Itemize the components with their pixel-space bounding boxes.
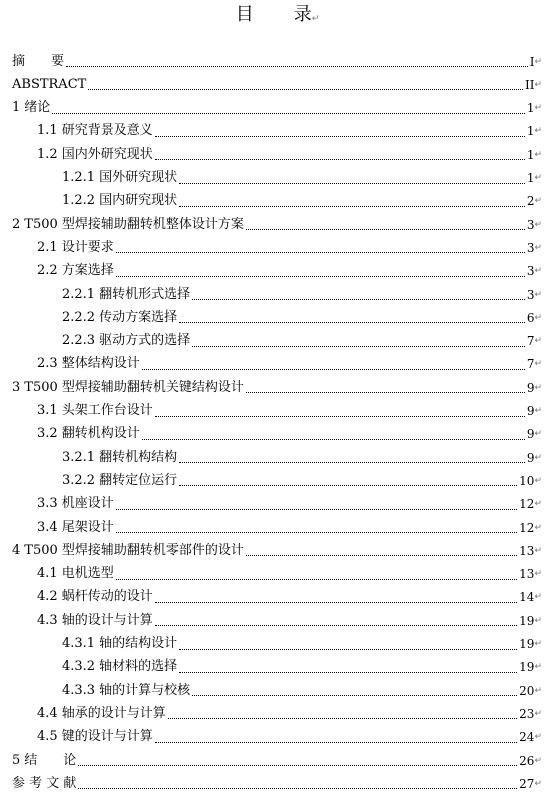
toc-entry-label	[62, 310, 177, 326]
dot-leader	[179, 485, 517, 486]
toc-entry[interactable]	[12, 446, 542, 469]
toc-entry-number: 2.1	[37, 239, 58, 255]
toc-entry-page-number: 19	[519, 613, 535, 628]
paragraph-mark-icon: ↵	[534, 639, 542, 649]
paragraph-mark-icon: ↵	[534, 196, 542, 207]
toc-entry-label	[12, 77, 86, 93]
dot-leader	[155, 742, 517, 743]
toc-entry-page-number: 13	[519, 567, 535, 582]
toc-entry-label	[37, 520, 114, 536]
toc-entry-page-number: 19	[519, 637, 535, 651]
paragraph-mark-icon: ↵	[534, 778, 542, 789]
toc-entry[interactable]	[12, 283, 542, 306]
toc-entry-label	[62, 193, 177, 209]
toc-entry-number: 3.2.2	[62, 472, 96, 488]
toc-entry[interactable]	[12, 190, 542, 213]
toc-entry-title: 设计要求	[61, 239, 114, 255]
toc-entry-label	[37, 403, 153, 419]
toc-entry-title: 翻转机构设计	[61, 426, 140, 442]
toc-entry[interactable]	[12, 400, 542, 423]
toc-entry[interactable]	[12, 236, 542, 259]
toc-entry-label	[37, 729, 153, 745]
toc-entry-page-number: 20	[519, 683, 535, 698]
toc-entry-page-number: 3	[526, 264, 535, 279]
toc-entry-label	[62, 287, 190, 303]
toc-entry-title: 国外研究现状	[99, 170, 178, 185]
toc-entry[interactable]	[12, 143, 542, 166]
toc-entry-label	[37, 566, 114, 582]
paragraph-mark-icon: ↵	[534, 522, 542, 533]
toc-entry-title: 摘 要	[12, 53, 65, 69]
toc-entry-label	[62, 659, 177, 675]
toc-entry-number: 1.1	[37, 123, 58, 139]
toc-entry-page-number: 26	[519, 753, 535, 768]
toc-entry-label	[37, 613, 153, 629]
toc-entry-title: T500 型焊接辅助翻转机零部件的设计	[24, 542, 244, 558]
paragraph-mark-icon: ↵	[534, 382, 542, 393]
toc-entry-label	[12, 217, 244, 233]
paragraph-mark-icon: ↵	[534, 662, 542, 673]
toc-entry[interactable]	[12, 97, 542, 120]
dot-leader	[155, 159, 525, 160]
toc-entry-number: 4.2	[37, 589, 58, 605]
toc-entry[interactable]	[12, 493, 542, 516]
dot-leader	[116, 509, 517, 510]
paragraph-mark-icon: ↵	[534, 312, 542, 323]
paragraph-mark-icon: ↵	[534, 615, 542, 626]
toc-entry[interactable]	[12, 260, 542, 283]
paragraph-mark-icon: ↵	[534, 289, 542, 300]
toc-entry-page-number: 27	[519, 776, 535, 791]
toc-entry-label	[37, 356, 140, 372]
paragraph-mark-icon: ↵	[534, 708, 542, 719]
toc-entry-title: 尾架设计	[61, 519, 114, 535]
paragraph-mark-icon: ↵	[534, 103, 542, 114]
toc-entry-label	[62, 683, 190, 699]
toc-entry-title: 轴材料的选择	[99, 659, 178, 675]
toc-entry-title: 电机选型	[61, 566, 114, 582]
toc-entry-number: 5	[12, 752, 21, 768]
toc-entry-label	[62, 170, 177, 186]
dot-leader	[192, 299, 525, 300]
toc-entry-page-number: 1	[526, 101, 535, 116]
toc-entry[interactable]	[12, 213, 542, 236]
toc-entry-title: 传动方案选择	[99, 309, 178, 325]
toc-entry-title: T500 型焊接辅助翻转机关键结构设计	[24, 379, 244, 395]
toc-entry-label	[62, 333, 190, 349]
paragraph-mark-icon: ↵	[534, 79, 542, 90]
toc-entry-title: 研究背景及意义	[61, 123, 153, 139]
toc-entry-page-number: 10	[519, 473, 535, 488]
toc-entry-page-number: 1	[526, 171, 535, 185]
paragraph-mark-icon: ↵	[534, 685, 542, 696]
toc-entry-page-number: 2	[526, 194, 535, 209]
toc-entry-page-number: 7	[526, 334, 535, 349]
toc-entry-label	[12, 54, 64, 70]
toc-entry[interactable]	[12, 50, 542, 73]
paragraph-mark-icon: ↵	[534, 126, 542, 137]
paragraph-mark-icon: ↵	[534, 569, 542, 580]
paragraph-mark-icon: ↵	[534, 266, 542, 277]
toc-entry-label	[37, 706, 166, 722]
toc-entry-number: 1	[12, 100, 21, 116]
toc-entry[interactable]	[12, 330, 542, 353]
dot-leader	[168, 718, 517, 719]
paragraph-mark-icon: ↵	[311, 14, 320, 24]
paragraph-mark-icon: ↵	[534, 219, 542, 230]
toc-entry-number: 2.2	[37, 263, 58, 279]
toc-entry[interactable]	[12, 120, 542, 143]
toc-entry-label	[37, 123, 153, 139]
toc-entry-label	[12, 543, 244, 559]
dot-leader	[179, 322, 525, 323]
toc-entry-title: 翻转机构结构	[99, 449, 178, 465]
toc-entry-title: T500 型焊接辅助翻转机整体设计方案	[24, 216, 244, 232]
toc-entry-page-number: 19	[519, 660, 535, 675]
dot-leader	[116, 252, 525, 253]
toc-entry-label	[37, 263, 114, 279]
toc-entry-title: 键的设计与计算	[61, 729, 153, 745]
dot-leader	[246, 392, 525, 393]
toc-entry-title: 方案选择	[61, 263, 114, 279]
paragraph-mark-icon: ↵	[534, 336, 542, 347]
dot-leader	[192, 695, 517, 696]
dot-leader	[179, 183, 525, 184]
toc-entry-page-number: 7	[526, 357, 535, 372]
paragraph-mark-icon: ↵	[534, 406, 542, 416]
toc-entry-number: 4.3.3	[62, 682, 96, 698]
toc-entry-title: 轴的设计与计算	[61, 612, 153, 628]
toc-entry-number: 4.3	[37, 612, 58, 628]
toc-entry-page-number: 9	[526, 427, 535, 442]
toc-entry-number: 4	[12, 542, 21, 558]
toc-entry-title: 结 论	[24, 752, 77, 768]
toc-entry[interactable]	[12, 586, 542, 609]
toc-entry-page-number: 12	[519, 497, 535, 512]
toc-entry-page-number: 13	[519, 543, 535, 558]
toc-entry-label	[37, 147, 153, 163]
dot-leader	[78, 765, 517, 766]
toc-entry-label	[37, 240, 114, 256]
toc-entry-page-number: I	[529, 54, 535, 69]
toc-entry-label	[62, 473, 177, 489]
toc-entry-title: 绪论	[24, 100, 51, 116]
title-char-2: 录	[293, 4, 312, 25]
dot-leader	[116, 276, 525, 277]
toc-entry[interactable]	[12, 376, 542, 399]
dot-leader	[78, 788, 517, 789]
toc-entry-title: 蜗杆传动的设计	[61, 589, 153, 605]
toc-entry-number: 2.3	[37, 356, 58, 372]
toc-entry-page-number: 24	[519, 730, 535, 745]
toc-entry-number: 3.1	[37, 403, 58, 418]
toc-entry-number: 1.2	[37, 146, 58, 162]
toc-entry[interactable]	[12, 749, 542, 772]
paragraph-mark-icon: ↵	[534, 452, 542, 463]
dot-leader	[155, 625, 517, 626]
dot-leader	[52, 113, 525, 114]
toc-entry[interactable]	[12, 167, 542, 190]
toc-entry[interactable]	[12, 423, 542, 446]
toc-entry-number: 3	[12, 379, 21, 395]
toc-entry-title: 整体结构设计	[61, 356, 140, 372]
toc-entry[interactable]	[12, 702, 542, 725]
toc-entry-title: 翻转机形式选择	[99, 286, 191, 302]
toc-entry-page-number: 6	[526, 310, 535, 325]
toc-entry[interactable]	[12, 656, 542, 679]
toc-entry[interactable]	[12, 633, 542, 656]
toc-entry-page-number: 9	[526, 450, 535, 465]
toc-entry-number: 2	[12, 216, 21, 232]
toc-entry-number: 3.2	[37, 426, 58, 442]
toc-entry-title: 国内外研究现状	[61, 146, 153, 162]
toc-entry-title: 机座设计	[61, 496, 114, 512]
toc-entry-label	[12, 776, 76, 792]
toc-entry[interactable]	[12, 609, 542, 632]
toc-entry-number: 2.2.1	[62, 286, 96, 302]
title-char-1: 目	[235, 4, 254, 25]
toc-entry-number: 4.3.1	[62, 636, 96, 651]
toc-entry[interactable]	[12, 306, 542, 329]
toc-entry[interactable]	[12, 353, 542, 376]
toc-entry-page-number: 3	[526, 217, 535, 232]
toc-entry-label	[37, 589, 153, 605]
toc-entry-title: 翻转定位运行	[99, 472, 178, 488]
toc-entry-page-number: 1	[526, 124, 535, 139]
toc-entry-title: 头架工作台设计	[61, 403, 153, 418]
paragraph-mark-icon: ↵	[534, 173, 542, 183]
paragraph-mark-icon: ↵	[534, 242, 542, 253]
dot-leader	[155, 136, 525, 137]
toc-entry-page-number: 9	[526, 404, 535, 418]
toc-entry[interactable]	[12, 73, 542, 96]
toc-entry-title: 轴的结构设计	[99, 636, 178, 651]
paragraph-mark-icon: ↵	[534, 545, 542, 556]
dot-leader	[88, 89, 523, 90]
paragraph-mark-icon: ↵	[534, 475, 542, 486]
toc-entry[interactable]	[12, 563, 542, 586]
dot-leader	[116, 532, 517, 533]
toc-entry-title: 参 考 文 献	[12, 775, 77, 791]
paragraph-mark-icon: ↵	[534, 56, 542, 67]
dot-leader	[155, 416, 525, 417]
toc-entry-page-number: 14	[519, 590, 535, 605]
paragraph-mark-icon: ↵	[534, 149, 542, 160]
toc-entry[interactable]	[12, 516, 542, 539]
toc-entry-number: 4.4	[37, 705, 58, 721]
toc-entry-label	[37, 496, 114, 512]
toc-entry-title: 轴的计算与校核	[99, 682, 191, 698]
toc-entry-label	[62, 636, 177, 652]
dot-leader	[246, 229, 525, 230]
toc-entry-title: 驱动方式的选择	[99, 333, 191, 349]
toc-entry-number: 3.2.1	[62, 449, 96, 465]
toc-entry-page-number: 3	[526, 287, 535, 302]
toc-entry-number: 2.2.3	[62, 333, 96, 349]
dot-leader	[142, 439, 525, 440]
dot-leader	[179, 672, 517, 673]
toc-entry[interactable]	[12, 679, 542, 702]
toc-entry-page-number: 9	[526, 380, 535, 395]
toc-entry-title: 轴承的设计与计算	[61, 705, 166, 721]
paragraph-mark-icon: ↵	[534, 732, 542, 743]
toc-entry-label	[62, 450, 177, 466]
toc-entry[interactable]	[12, 469, 542, 492]
toc-entry-label	[12, 100, 50, 116]
toc-entry-label	[12, 380, 244, 396]
toc-entry-page-number: II	[524, 77, 535, 92]
paragraph-mark-icon: ↵	[534, 499, 542, 510]
toc-entry-number: 4.1	[37, 566, 58, 582]
toc-entry-number: 1.2.2	[62, 193, 96, 209]
toc-entry-title: ABSTRACT	[12, 76, 87, 92]
dot-leader	[142, 369, 525, 370]
toc-entry-number: 1.2.1	[62, 170, 96, 185]
dot-leader	[192, 346, 525, 347]
toc-entry-number: 2.2.2	[62, 309, 96, 325]
toc-entry-number: 3.3	[37, 496, 58, 512]
dot-leader	[246, 555, 517, 556]
page-title	[0, 4, 555, 30]
paragraph-mark-icon: ↵	[534, 755, 542, 766]
toc-entry-number: 4.3.2	[62, 659, 96, 675]
dot-leader	[66, 66, 528, 67]
toc-entry-page-number: 12	[519, 520, 535, 535]
dot-leader	[155, 602, 517, 603]
paragraph-mark-icon: ↵	[534, 429, 542, 440]
dot-leader	[179, 649, 517, 650]
toc-entry-number: 3.4	[37, 519, 58, 535]
toc-entry-page-number: 3	[526, 240, 535, 255]
dot-leader	[179, 462, 525, 463]
toc-entry-title: 国内研究现状	[99, 193, 178, 209]
toc-entry-page-number: 1	[526, 147, 535, 162]
toc-entry[interactable]	[12, 539, 542, 562]
paragraph-mark-icon: ↵	[534, 592, 542, 603]
toc-entry-label	[37, 426, 140, 442]
toc-entry-label	[12, 753, 76, 769]
toc-entry[interactable]	[12, 772, 542, 795]
paragraph-mark-icon: ↵	[534, 359, 542, 370]
dot-leader	[116, 579, 517, 580]
toc-entry-number: 4.5	[37, 729, 58, 745]
toc-entry[interactable]	[12, 726, 542, 749]
dot-leader	[179, 206, 525, 207]
toc-entry-page-number: 23	[519, 706, 535, 721]
